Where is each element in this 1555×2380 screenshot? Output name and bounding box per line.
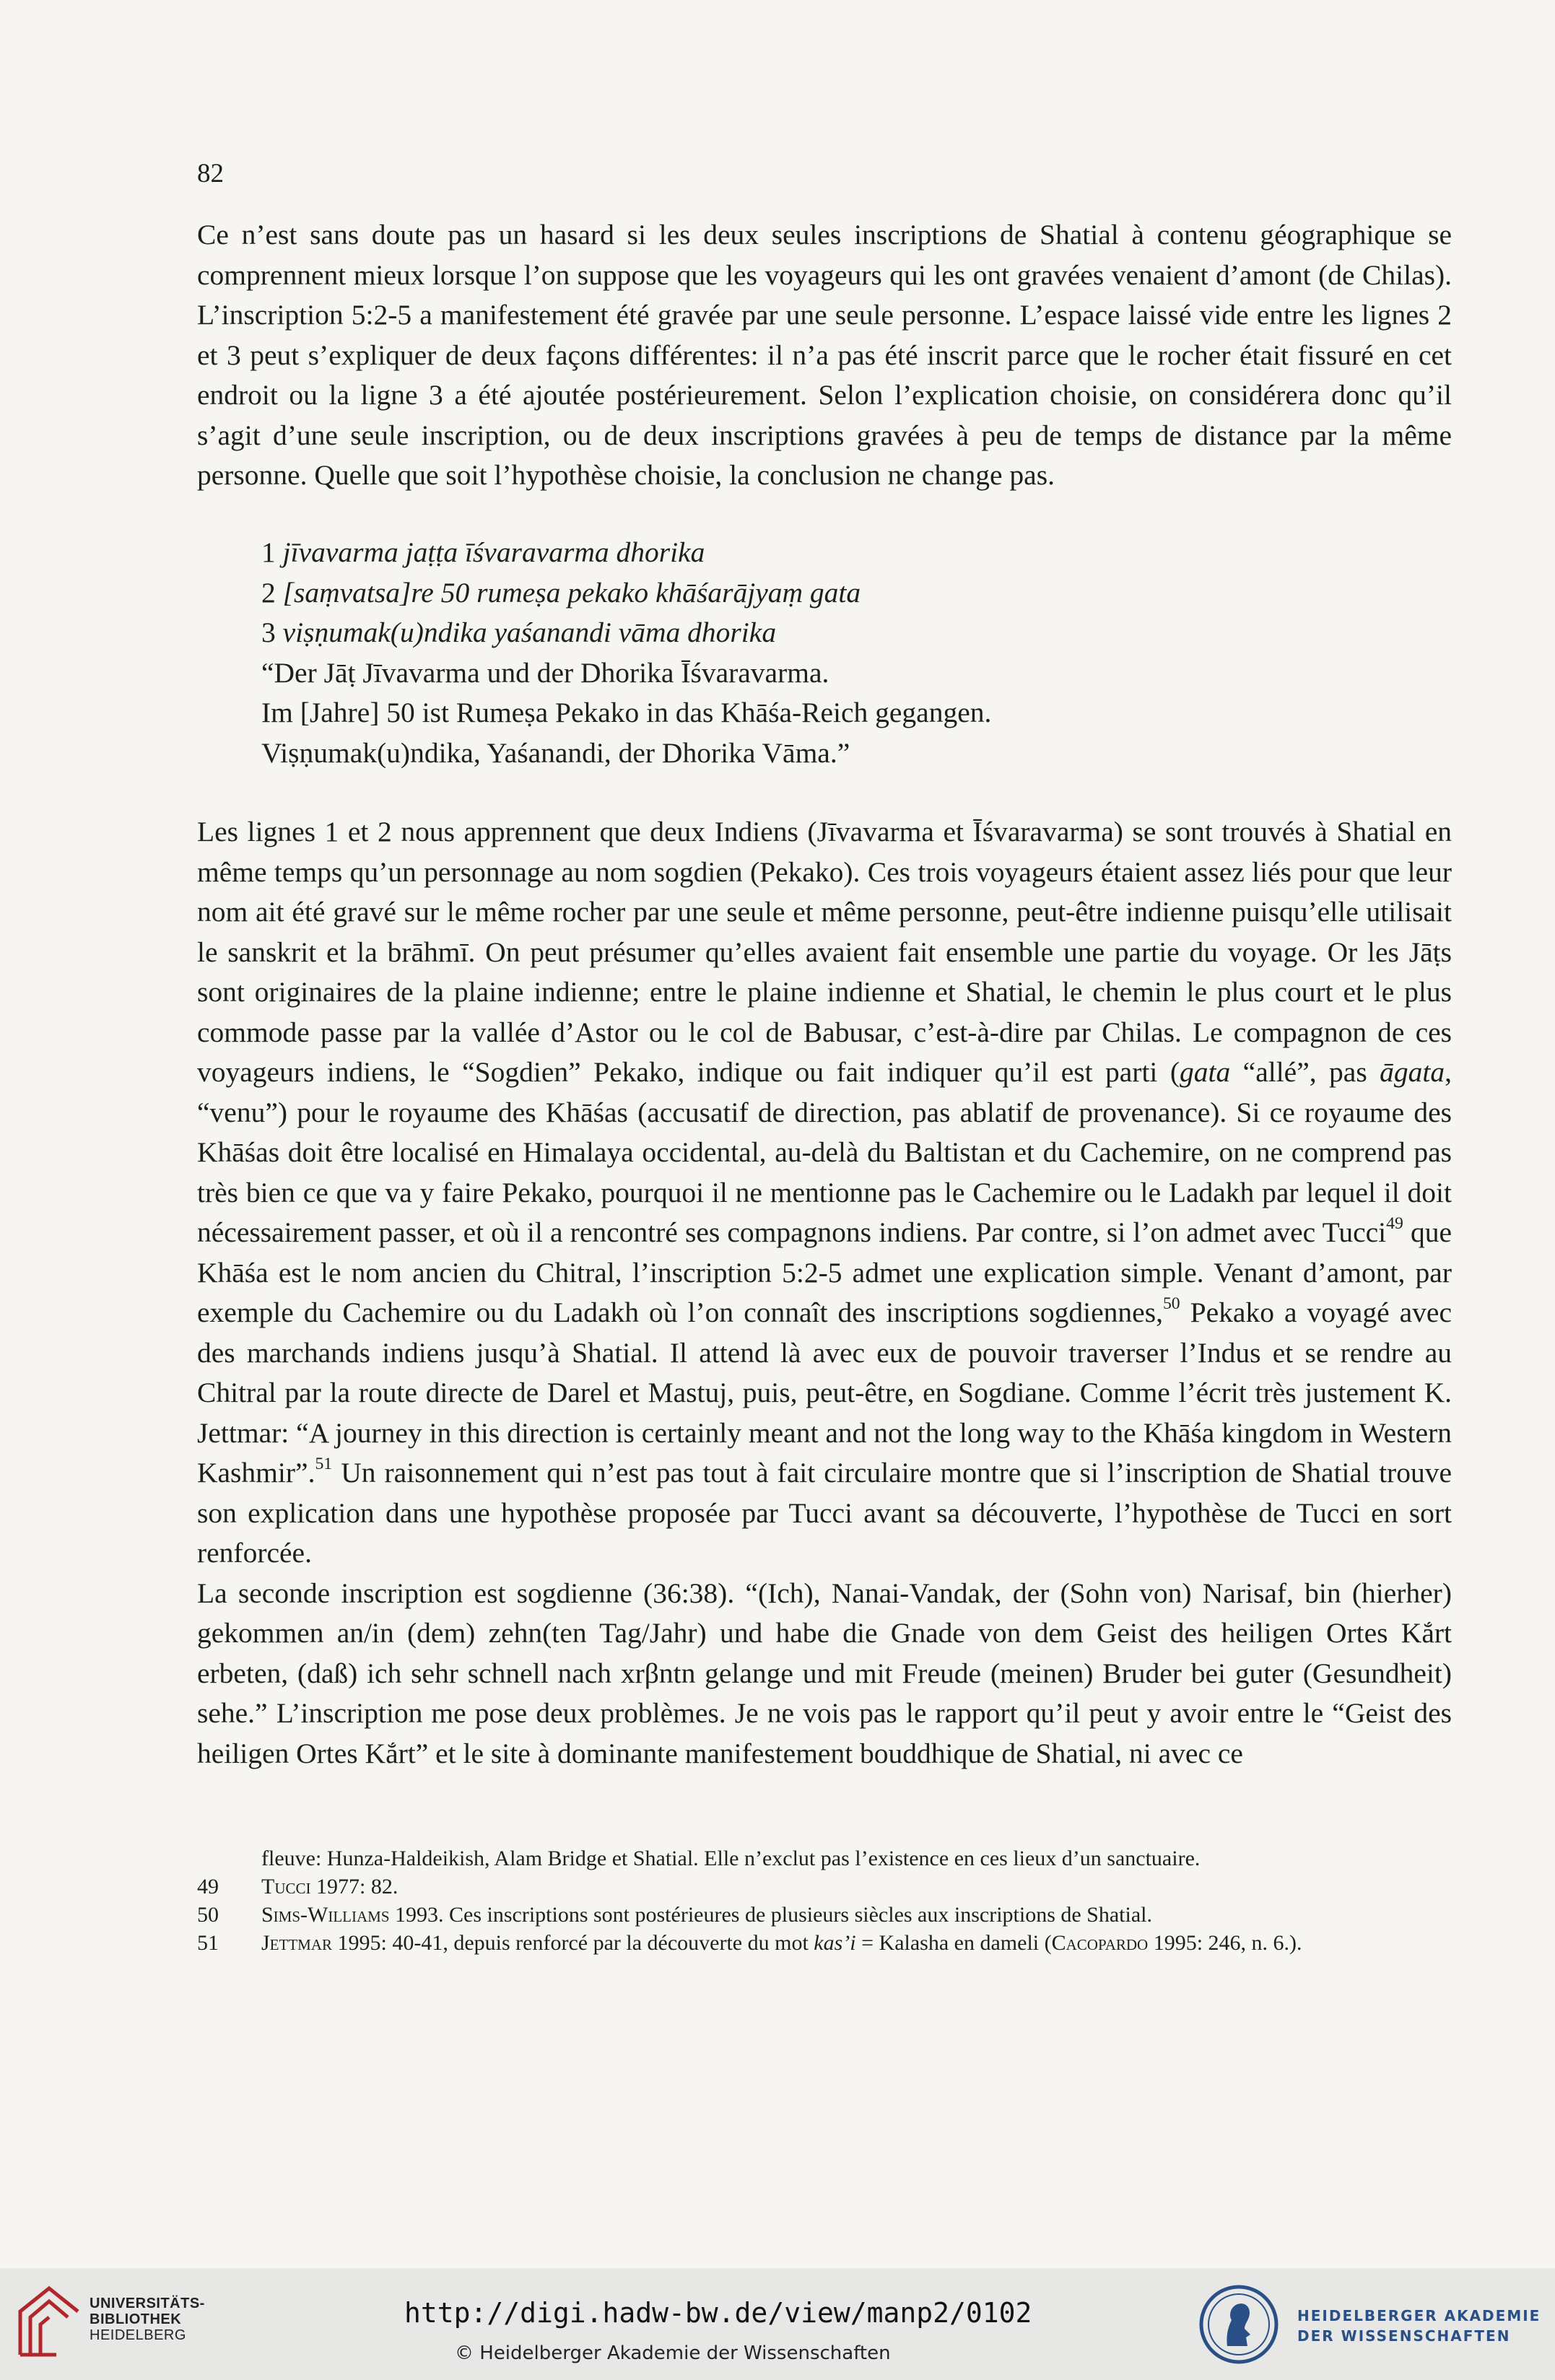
inscription-line-2 [261,573,991,614]
copyright-notice: © Heidelberger Akademie der Wissenschaften [455,2342,891,2364]
footnote-ref-49[interactable]: 49 [1386,1214,1403,1234]
page-number: 82 [197,159,224,188]
transliteration: jīvavarma jaṭṭa īśvaravarma dhorika [282,536,705,568]
university-library-name: UNIVERSITÄTS- BIBLIOTHEK HEIDELBERG [90,2296,205,2343]
paragraph-text: Ce n’est sans doute pas un hasard si les deux seules inscriptions de Shatial à contenu géographique se comprennent mieux lorsque l’on suppose que les voyageurs qui les ont gravées venaient d’amont (de Chilas). L’inscription 5:2-5 a manifestement été gravée par une seule personne. L’espace laissé vide entre les lignes 2 et 3 peut s’expliquer de deux façons différentes: il n’a pas été inscrit parce que le rocher était fissuré en cet endroit ou la ligne 3 a été ajoutée postérieurement. Selon l’explication choisie, on considérera donc qu’il s’agit d’une seule inscription, ou de deux inscriptions gravées à peu de temps de distance par la même personne. Quelle que soit l’hypothèse choisie, la conclusion ne change pas. [197,219,1452,491]
line-number: 1 [261,536,283,568]
footnote-continuation: fleuve: Hunza-Haldeikish, Alam Bridge et Shatial. Elle n’exclut pas l’existence en ces lieux d’un sanctuaire. [261,1847,1201,1870]
paragraph-text: Les lignes 1 et 2 nous apprennent que deux Indiens (Jīvavarma et Īśvaravarma) se sont trouvés à Shatial en même temps qu’un personnage au nom sogdien (Pekako). Ces trois voyageurs étaient assez liés pour que leur nom ait été gravé sur le même rocher par une seule et même personne, peut-être indienne puisqu’elle utilisait le sanskrit et la brāhmī. On peut présumer qu’elles avaient fait ensemble une partie du voyage. Or les Jāṭs sont originaires de la plaine indienne; entre le plaine indienne et Shatial, le chemin le plus court et le plus commode passe par la vallée d’Astor ou le col de Babusar, c’est-à-dire par Chilas. Le compagnon de ces voyageurs indiens, le “Sogdien” Pekako, indique ou fait indiquer qu’il est parti (gata “allé”, pas āgata, “venu”) pour le royaume des Khāśas (accusatif de direction, pas ablatif de provenance). Si ce royaume des Khāśas doit être localisé en Himalaya occidental, au-delà du Baltistan et du Cachemire, on ne comprend pas très bien ce que va y faire Pekako, pourquoi il ne mentionne pas le Cachemire ou le Ladakh par lequel il doit nécessairement passer, et où il a rencontré ses compagnons indiens. Par contre, si l’on admet avec Tucci$^{49}$ que Khāśa est le nom ancien du Chitral, l’inscription 5:2-5 admet une explication simple. Venant d’amont, par exemple du Cachemire ou du Ladakh où l’on connaît des inscriptions sogdiennes,$^{50}$ Pekako a voyagé avec des marchands indiens jusqu’à Shatial. Il attend là avec eux de pouvoir traverser l’Indus et se rendre au Chitral par la route directe de Darel et Mastuj, puis, peut-être, en Sogdiane. Comme l’écrit très justement K. Jettmar: “A journey in this direction is certainly meant and not the long way to the Khāśa kingdom in Western Kashmir”.$^{51}$ Un raisonnement qui n’est pas tout à fait circulaire montre que si l’inscription de Shatial trouve son explication dans une hypothèse proposée par Tucci avant sa découverte, l’hypothèse de Tucci en sort renforcée. [197,816,1452,1569]
academy-seal-icon [1198,2284,1279,2365]
inscription-line-3 [261,613,991,653]
footnote-50: 50 Sims-Williams 1993. Ces inscriptions sont postérieures de plusieurs siècles aux inscriptions de Shatial. [197,1903,1153,1927]
transliteration: [saṃvatsa]re 50 rumeṣa pekako khāśarājyaṃ gata [282,576,861,609]
transliteration: viṣṇumak(u)ndika yaśanandi vāma dhorika [282,616,777,648]
translation-line-3: Viṣṇumak(u)ndika, Yaśanandi, der Dhorika Vāma.” [261,736,850,769]
footnote-51: 51 Jettmar 1995: 40-41, depuis renforcé par la découverte du mot kas’i = Kalasha en dameli (Cacopardo 1995: 246, n. 6.). [197,1931,1302,1955]
footnote-ref-50[interactable]: 50 [1162,1294,1180,1314]
source-url-link[interactable]: http://digi.hadw-bw.de/view/manp2/0102 [404,2297,1032,2329]
line-number: 3 [261,616,283,648]
paragraph-main [197,812,1452,1774]
digitization-footer [0,2268,1555,2380]
translation-line-2: Im [Jahre] 50 ist Rumeṣa Pekako in das Khāśa-Reich gegangen. [261,697,992,728]
academy-name: HEIDELBERGER AKADEMIE DER WISSENSCHAFTEN [1297,2307,1541,2345]
footnote-49: 49 Tucci 1977: 82. [197,1875,398,1899]
translation-line-1: “Der Jāṭ Jīvavarma und der Dhorika Īśvaravarma. [261,656,829,689]
paragraph-sogdian: La seconde inscription est sogdienne (36:38). “(Ich), Nanai-Vandak, der (Sohn von) Narisaf, bin (hierher) gekommen an/in (dem) zehn(ten Tag/Jahr) und habe die Gnade von dem Geist des heiligen Ortes Kắrt erbeten, (daß) ich sehr schnell nach xrβntn gelange und mit Freude (meinen) Bruder bei guter (Gesundheit) sehe.” L’inscription me pose deux problèmes. Je ne vois pas le rapport qu’il peut y avoir entre le “Geist des heiligen Ortes Kắrt” et le site à dominante manifestement bouddhique de Shatial, ni avec ce [197,1577,1452,1769]
paragraph-intro [197,215,1452,496]
inscription-quote [261,533,991,773]
inscription-line-1 [261,533,991,573]
footnotes [197,1844,1468,1957]
university-library-logo-icon [13,2283,85,2362]
footnote-ref-51[interactable]: 51 [315,1455,333,1474]
line-number: 2 [261,576,283,609]
